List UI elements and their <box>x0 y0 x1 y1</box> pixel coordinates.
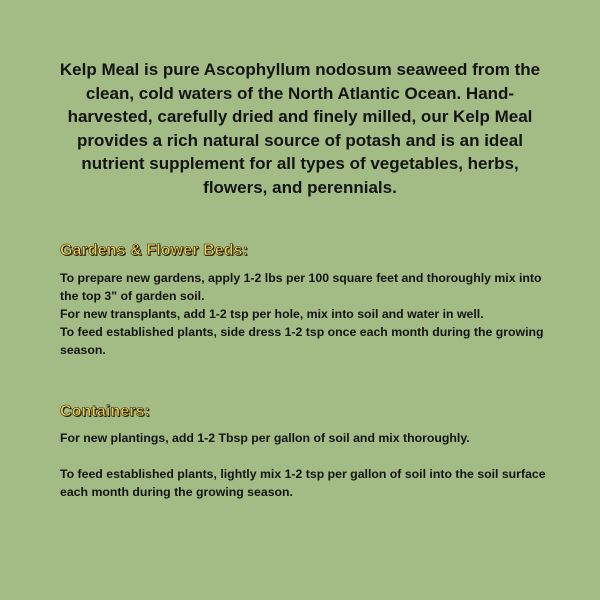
gardens-instructions <box>60 269 560 359</box>
gardens-line-transplants: For new transplants, add 1-2 tsp per hole, mix into soil and water in well. <box>60 307 484 321</box>
gardens-heading: Gardens & Flower Beds: <box>60 242 249 259</box>
containers-line-established: To feed established plants, lightly mix 1-2 tsp per gallon of soil into the soil surface each month during the growing season. <box>60 467 546 499</box>
intro-paragraph: Kelp Meal is pure Ascophyllum nodosum seaweed from the clean, cold waters of the North Atlantic Ocean. Hand-harvested, carefully dried and finely milled, our Kelp Meal provides a rich natural source of potash and is an ideal nutrient supplement for all types of vegetables, herbs, flowers, and perennials. <box>59 60 541 197</box>
containers-instructions <box>60 429 560 501</box>
paragraph-spacer <box>60 447 560 465</box>
containers-heading: Containers: <box>60 403 150 420</box>
containers-line-new-plantings: For new plantings, add 1-2 Tbsp per gallon of soil and mix thoroughly. <box>60 431 470 445</box>
gardens-line-established: To feed established plants, side dress 1-2 tsp once each month during the growing season. <box>60 325 544 357</box>
gardens-line-new-gardens: To prepare new gardens, apply 1-2 lbs per 100 square feet and thoroughly mix into the top 3" of garden soil. <box>60 271 542 303</box>
